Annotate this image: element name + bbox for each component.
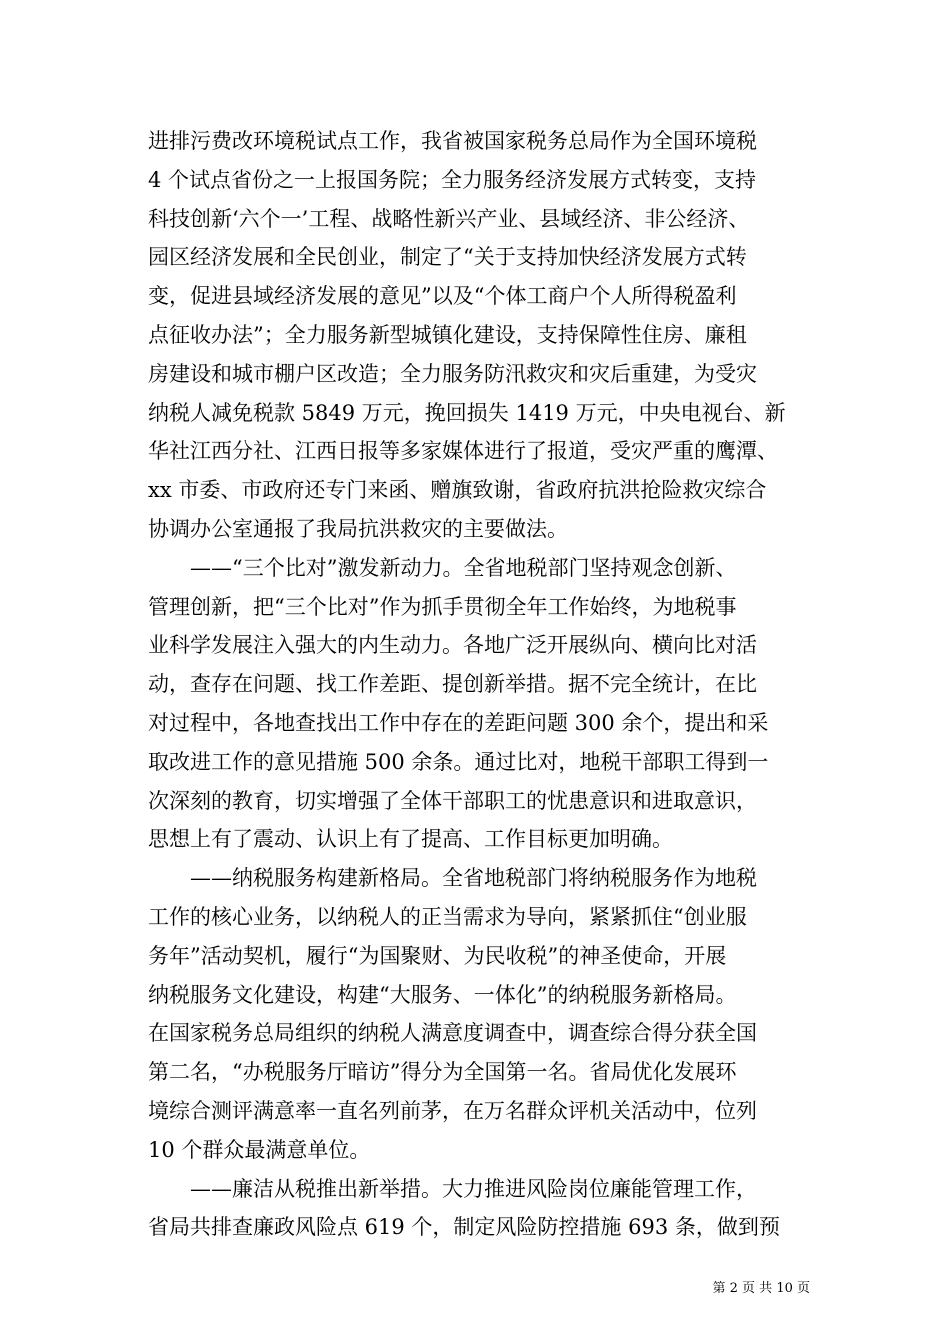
text-line: 园区经济发展和全民创业，制定了“关于支持加快经济发展方式转 bbox=[148, 245, 747, 270]
text-line: 省局共排查廉政风险点 619 个，制定风险防控措施 693 条，做到预 bbox=[148, 1215, 780, 1240]
text-line: 点征收办法”；全力服务新型城镇化建设，支持保障性住房、廉租 bbox=[148, 322, 747, 347]
text-line: 工作的核心业务，以纳税人的正当需求为导向，紧紧抓住“创业服 bbox=[148, 904, 747, 929]
text-line: 科技创新‘六个一’工程、战略性新兴产业、县域经济、非公经济、 bbox=[148, 206, 750, 231]
text-line: 房建设和城市棚户区改造；全力服务防汛救灾和灾后重建，为受灾 bbox=[148, 361, 757, 386]
text-line: 动，查存在问题、找工作差距、提创新举措。据不完全统计，在比 bbox=[148, 672, 757, 697]
text-line: 务年”活动契机，履行“为国聚财、为民收税”的神圣使命，开展 bbox=[148, 943, 727, 968]
text-line: 纳税服务文化建设，构建“大服务、一体化”的纳税服务新格局。 bbox=[148, 982, 737, 1007]
text-line: 思想上有了震动、认识上有了提高、工作目标更加明确。 bbox=[148, 827, 673, 852]
text-line: 在国家税务总局组织的纳税人满意度调查中，调查综合得分获全国 bbox=[148, 1021, 757, 1046]
text-line: 进排污费改环境税试点工作，我省被国家税务总局作为全国环境税 bbox=[148, 129, 757, 153]
text-line: 取改进工作的意见措施 500 余条。通过比对，地税干部职工得到一 bbox=[148, 749, 769, 774]
text-line: 纳税人减免税款 5849 万元，挽回损失 1419 万元，中央电视台、新 bbox=[148, 400, 786, 425]
text-line: 管理创新，把“三个比对”作为抓手贯彻全年工作始终，为地税事 bbox=[148, 594, 737, 619]
text-line: 对过程中，各地查找出工作中存在的差距问题 300 余个，提出和采 bbox=[148, 710, 769, 735]
text-line: 境综合测评满意率一直名列前茅，在万名群众评机关活动中，位列 bbox=[148, 1098, 757, 1123]
text-line: 业科学发展注入强大的内生动力。各地广泛开展纵向、横向比对活 bbox=[148, 633, 757, 658]
text-line: 次深刻的教育，切实增强了全体干部职工的忧患意识和进取意识， bbox=[148, 788, 757, 813]
paragraph-start-line: ——“三个比对”激发新动力。全省地税部门坚持观念创新、 bbox=[190, 555, 737, 580]
text-line: 第二名，“办税服务厅暗访”得分为全国第一名。省局优化发展环 bbox=[148, 1060, 737, 1085]
document-body bbox=[148, 122, 810, 1247]
page-number-footer: 第 2 页 共 10 页 bbox=[712, 1281, 810, 1296]
paragraph-start-line: ——廉洁从税推出新举措。大力推进风险岗位廉能管理工作， bbox=[190, 1176, 757, 1201]
text-line: 华社江西分社、江西日报等多家媒体进行了报道，受灾严重的鹰潭、 bbox=[148, 439, 778, 464]
text-line: 变，促进县域经济发展的意见”以及“个体工商户个人所得税盈利 bbox=[148, 284, 737, 309]
text-line: 协调办公室通报了我局抗洪救灾的主要做法。 bbox=[148, 516, 568, 541]
text-line: 10 个群众最满意单位。 bbox=[148, 1137, 371, 1162]
text-line: xx 市委、市政府还专门来函、赠旗致谢，省政府抗洪抢险救灾综合 bbox=[148, 478, 767, 503]
text-line: 4 个试点省份之一上报国务院；全力服务经济发展方式转变，支持 bbox=[148, 167, 757, 192]
paragraph-start-line: ——纳税服务构建新格局。全省地税部门将纳税服务作为地税 bbox=[190, 866, 757, 891]
